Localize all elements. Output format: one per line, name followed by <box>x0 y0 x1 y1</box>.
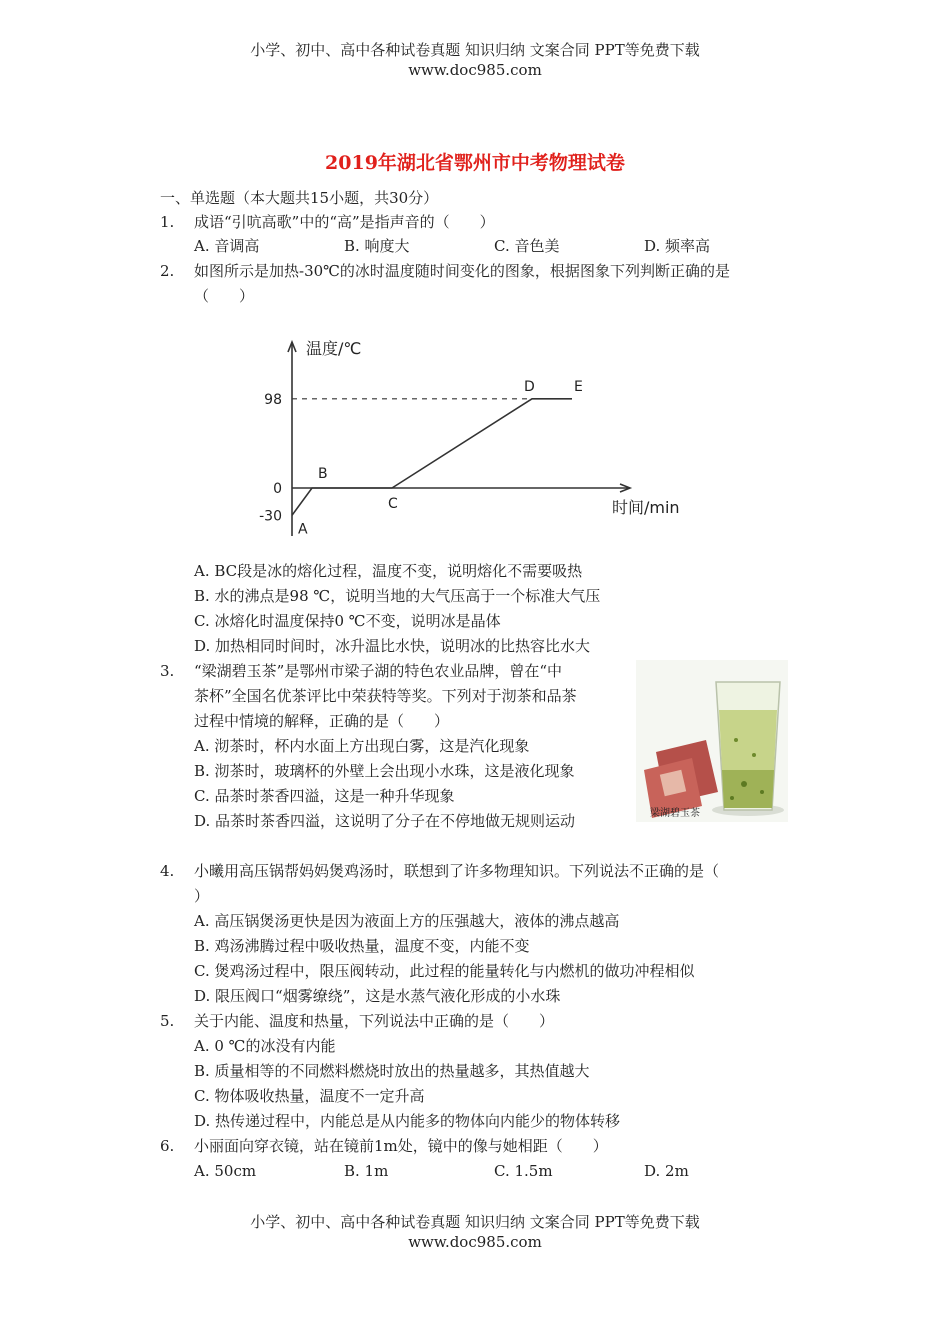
q4-option-c: C. 煲鸡汤过程中，限压阀转动，此过程的能量转化与内燃机的做功冲程相似 <box>194 962 695 980</box>
y-tick-label: 0 <box>273 481 282 497</box>
q1-text: 成语“引吭高歌”中的“高”是指声音的（ ） <box>194 213 495 231</box>
q3-option-c: C. 品茶时茶香四溢，这是一种升华现象 <box>194 787 455 805</box>
q5-number: 5. <box>160 1012 175 1030</box>
point-label-d: D <box>524 378 535 395</box>
q3-option-b: B. 沏茶时，玻璃杯的外壁上会出现小水珠，这是液化现象 <box>194 762 575 780</box>
q1-number: 1. <box>160 213 175 231</box>
q3-option-a: A. 沏茶时，杯内水面上方出现白雾，这是汽化现象 <box>194 737 530 755</box>
q6-option-c: C. 1.5m <box>494 1162 553 1180</box>
q2-option-c: C. 冰熔化时温度保持0 ℃不变，说明冰是晶体 <box>194 612 501 630</box>
q4-option-b: B. 鸡汤沸腾过程中吸收热量，温度不变，内能不变 <box>194 937 530 955</box>
q3-option-d: D. 品茶时茶香四溢，这说明了分子在不停地做无规则运动 <box>194 812 576 830</box>
q4-option-d: D. 限压阀口“烟雾缭绕”，这是水蒸气液化形成的小水珠 <box>194 987 561 1005</box>
q6-option-d: D. 2m <box>644 1162 689 1180</box>
q4-text: 小曦用高压锅帮妈妈煲鸡汤时，联想到了许多物理知识。下列说法不正确的是（ <box>194 862 720 880</box>
y-tick-label: 98 <box>264 391 282 408</box>
q3-text-cont: 茶杯”全国名优茶评比中荣获特等奖。下列对于沏茶和品茶 <box>194 687 577 705</box>
section-heading: 一、单选题（本大题共15小题，共30分） <box>160 189 439 207</box>
q6-option-a: A. 50cm <box>194 1162 257 1180</box>
point-label-c: C <box>388 496 398 512</box>
q2-option-a: A. BC段是冰的熔化过程，温度不变，说明熔化不需要吸热 <box>194 562 583 580</box>
header-text: 小学、初中、高中各种试卷真题 知识归纳 文案合同 PPT等免费下载 <box>250 41 700 59</box>
q1-option-b: B. 响度大 <box>344 237 410 255</box>
q2-number: 2. <box>160 262 175 280</box>
y-axis-label: 温度/℃ <box>306 339 362 358</box>
q2-option-b: B. 水的沸点是98 ℃，说明当地的大气压高于一个标准大气压 <box>194 587 601 605</box>
point-label-a: A <box>298 521 308 538</box>
x-axis-label: 时间/min <box>612 498 680 517</box>
q3-text: “梁湖碧玉茶”是鄂州市梁子湖的特色农业品牌，曾在“中 <box>194 662 563 680</box>
footer-url[interactable]: www.doc985.com <box>408 1233 542 1251</box>
q2-option-d: D. 加热相同时间时，冰升温比水快，说明冰的比热容比水大 <box>194 637 591 655</box>
footer-text: 小学、初中、高中各种试卷真题 知识归纳 文案合同 PPT等免费下载 <box>250 1213 700 1231</box>
q3-text-cont2: 过程中情境的解释，正确的是（ ） <box>194 712 450 730</box>
q4-option-a: A. 高压锅煲汤更快是因为液面上方的压强越大，液体的沸点越高 <box>194 912 620 930</box>
point-label-b: B <box>318 466 328 482</box>
tea-image-label: 梁湖碧玉茶 <box>650 808 700 819</box>
header-url[interactable]: www.doc985.com <box>408 61 542 79</box>
q6-text: 小丽面向穿衣镜，站在镜前1m处，镜中的像与她相距（ ） <box>194 1137 608 1155</box>
temperature-series-line <box>292 399 572 515</box>
q6-number: 6. <box>160 1137 175 1155</box>
y-tick-label: -30 <box>259 508 282 525</box>
q5-option-b: B. 质量相等的不同燃料燃烧时放出的热量越多，其热值越大 <box>194 1062 590 1080</box>
tea-glass-illustration <box>636 660 788 822</box>
q5-text: 关于内能、温度和热量，下列说法中正确的是（ ） <box>194 1012 555 1030</box>
q1-option-d: D. 频率高 <box>644 237 711 255</box>
q5-option-d: D. 热传递过程中，内能总是从内能多的物体向内能少的物体转移 <box>194 1112 621 1130</box>
q2-text: 如图所示是加热-30℃的冰时温度随时间变化的图象，根据图象下列判断正确的是 <box>194 262 730 280</box>
q2-text-cont: （ ） <box>194 287 255 305</box>
tea-image <box>636 660 788 822</box>
temperature-time-chart <box>250 330 710 540</box>
q5-option-a: A. 0 ℃的冰没有内能 <box>194 1037 336 1055</box>
q1-option-a: A. 音调高 <box>194 237 260 255</box>
point-label-e: E <box>574 378 583 395</box>
page-title: 2019年湖北省鄂州市中考物理试卷 <box>325 152 625 174</box>
q4-number: 4. <box>160 862 175 880</box>
q3-number: 3. <box>160 662 175 680</box>
q6-option-b: B. 1m <box>344 1162 389 1180</box>
q5-option-c: C. 物体吸收热量，温度不一定升高 <box>194 1087 425 1105</box>
q4-text-cont: ） <box>194 887 210 905</box>
q1-option-c: C. 音色美 <box>494 237 560 255</box>
